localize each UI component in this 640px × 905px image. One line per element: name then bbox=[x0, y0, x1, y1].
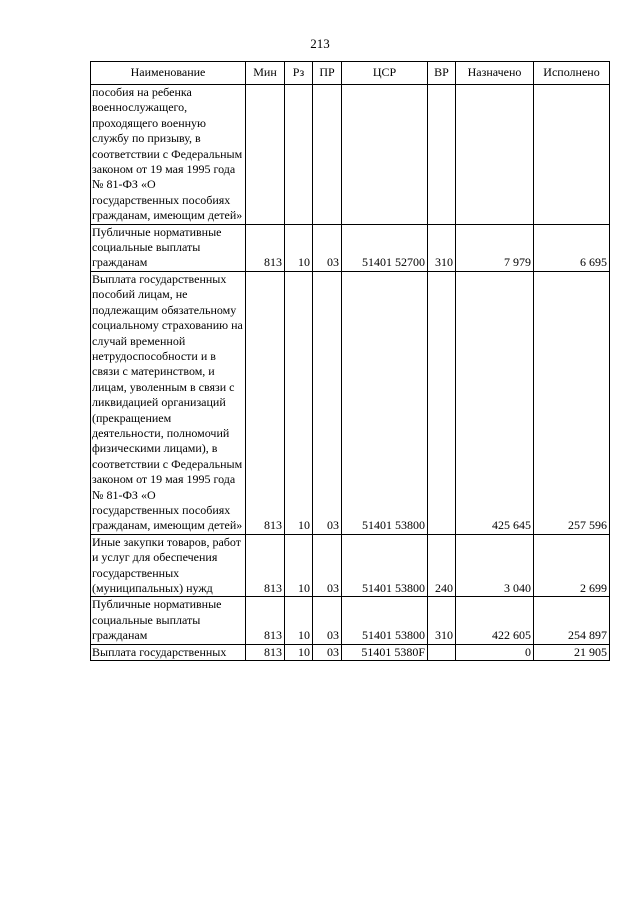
row-pr: 03 bbox=[313, 534, 342, 597]
header-pr: ПР bbox=[313, 62, 342, 85]
row-executed: 257 596 bbox=[534, 271, 610, 534]
row-pr: 03 bbox=[313, 224, 342, 271]
table-header-row bbox=[91, 62, 610, 85]
row-csr: 51401 52700 bbox=[342, 224, 428, 271]
table-row bbox=[91, 85, 610, 225]
row-executed: 254 897 bbox=[534, 597, 610, 644]
row-assigned: 7 979 bbox=[456, 224, 534, 271]
row-vr bbox=[428, 85, 456, 225]
row-assigned: 3 040 bbox=[456, 534, 534, 597]
row-name: Выплата государственных пособий лицам, не подлежащим обязательному социальному страхованию на случай временной нетрудоспособности и в связи с материнством, и лицам, уволенным в связи с ликвидацией организаций (прекращением деятельности, полномочий физическими лицами), в соответствии с Федеральным законом от 19 мая 1995 года № 81-ФЗ «О государственных пособиях гражданам, имеющим детей» bbox=[91, 271, 246, 534]
row-vr: 310 bbox=[428, 224, 456, 271]
row-rz: 10 bbox=[285, 644, 313, 660]
row-csr: 51401 53800 bbox=[342, 271, 428, 534]
row-rz: 10 bbox=[285, 597, 313, 644]
header-csr: ЦСР bbox=[342, 62, 428, 85]
row-vr bbox=[428, 644, 456, 660]
row-min: 813 bbox=[246, 271, 285, 534]
table-row bbox=[91, 597, 610, 644]
row-vr: 240 bbox=[428, 534, 456, 597]
row-assigned: 422 605 bbox=[456, 597, 534, 644]
header-vr: ВР bbox=[428, 62, 456, 85]
row-pr: 03 bbox=[313, 597, 342, 644]
row-min: 813 bbox=[246, 597, 285, 644]
row-name: Выплата государственных bbox=[91, 644, 246, 660]
row-name: Публичные нормативные социальные выплаты гражданам bbox=[91, 597, 246, 644]
page-number: 213 bbox=[310, 36, 330, 51]
row-pr: 03 bbox=[313, 271, 342, 534]
row-csr bbox=[342, 85, 428, 225]
row-vr bbox=[428, 271, 456, 534]
budget-table bbox=[90, 61, 610, 661]
header-rz: Рз bbox=[285, 62, 313, 85]
row-name: пособия на ребенка военнослужащего, проходящего военную службу по призыву, в соответствии с Федеральным законом от 19 мая 1995 года № 81-ФЗ «О государственных пособиях гражданам, имеющим детей» bbox=[91, 85, 246, 225]
row-executed: 6 695 bbox=[534, 224, 610, 271]
header-min: Мин bbox=[246, 62, 285, 85]
header-name: Наименование bbox=[91, 62, 246, 85]
row-name: Публичные нормативные социальные выплаты гражданам bbox=[91, 224, 246, 271]
row-executed bbox=[534, 85, 610, 225]
row-csr: 51401 53800 bbox=[342, 597, 428, 644]
table-row bbox=[91, 644, 610, 660]
row-min: 813 bbox=[246, 224, 285, 271]
row-rz: 10 bbox=[285, 534, 313, 597]
row-assigned: 0 bbox=[456, 644, 534, 660]
row-rz: 10 bbox=[285, 224, 313, 271]
row-min bbox=[246, 85, 285, 225]
row-executed: 21 905 bbox=[534, 644, 610, 660]
table-row bbox=[91, 224, 610, 271]
row-rz bbox=[285, 85, 313, 225]
row-pr bbox=[313, 85, 342, 225]
header-assigned: Назначено bbox=[456, 62, 534, 85]
table-row bbox=[91, 534, 610, 597]
row-csr: 51401 5380F bbox=[342, 644, 428, 660]
row-assigned bbox=[456, 85, 534, 225]
row-csr: 51401 53800 bbox=[342, 534, 428, 597]
row-executed: 2 699 bbox=[534, 534, 610, 597]
row-min: 813 bbox=[246, 644, 285, 660]
row-rz: 10 bbox=[285, 271, 313, 534]
table-row bbox=[91, 271, 610, 534]
row-pr: 03 bbox=[313, 644, 342, 660]
row-assigned: 425 645 bbox=[456, 271, 534, 534]
row-vr: 310 bbox=[428, 597, 456, 644]
header-executed: Исполнено bbox=[534, 62, 610, 85]
row-name: Иные закупки товаров, работ и услуг для обеспечения государственных (муниципальных) нужд bbox=[91, 534, 246, 597]
row-min: 813 bbox=[246, 534, 285, 597]
